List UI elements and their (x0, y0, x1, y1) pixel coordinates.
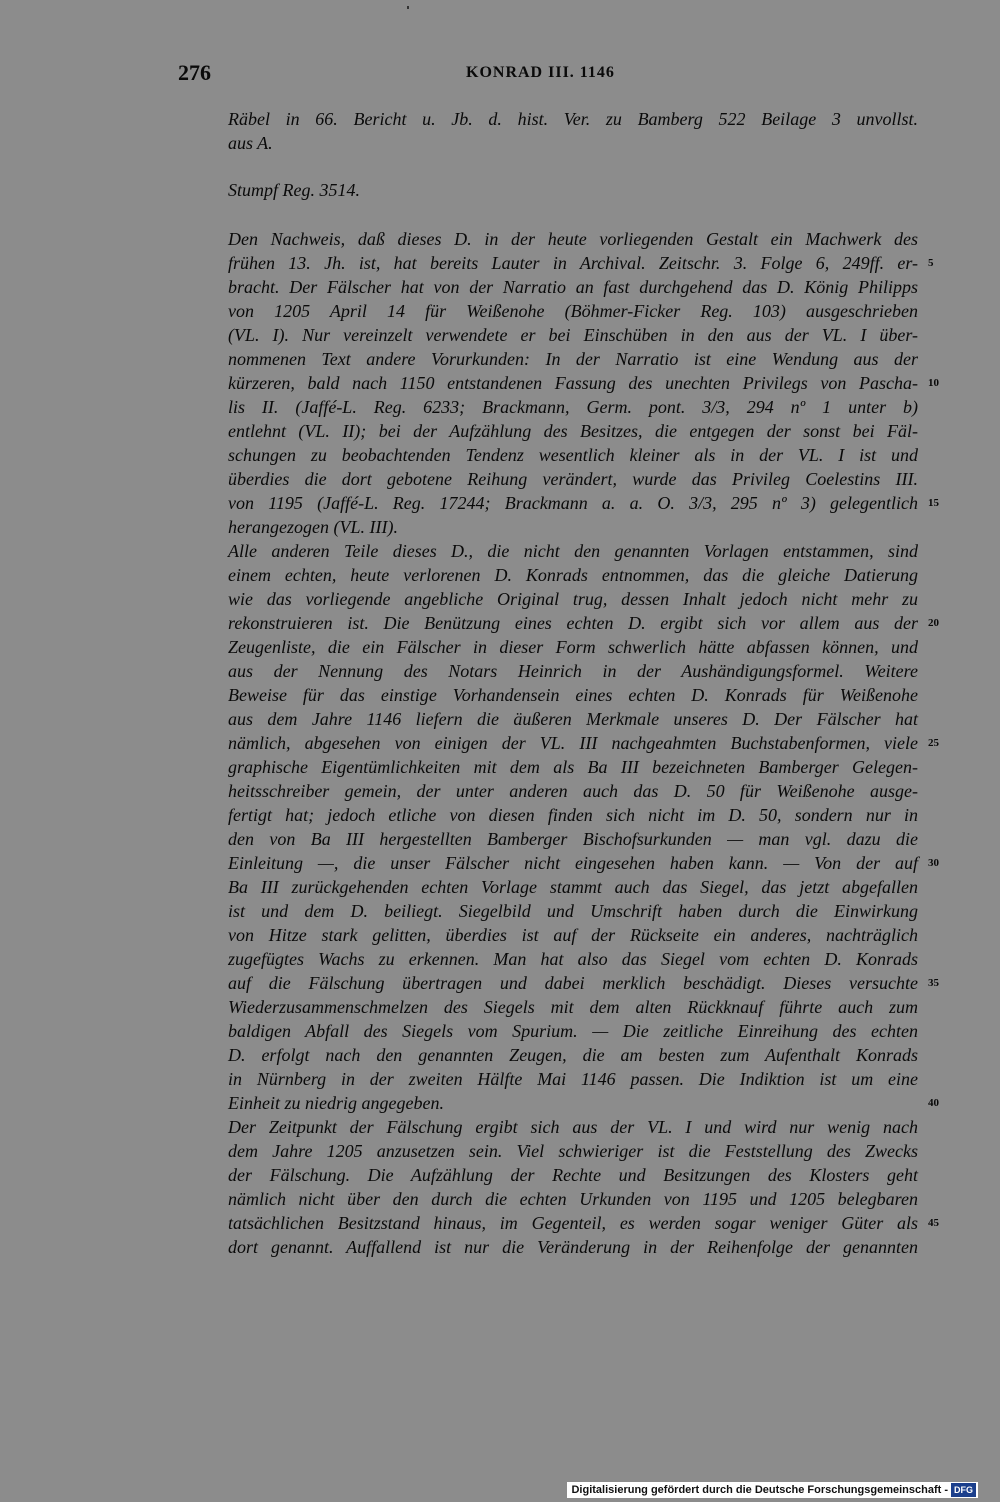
text-line: nämlich nicht über den durch die echten Urkunden von 1195 und 1205 belegbaren (228, 1189, 918, 1209)
text-line: der Fälschung. Die Aufzählung der Rechte und Besitzungen des Klosters geht (228, 1165, 918, 1185)
text-line: aus dem Jahre 1146 liefern die äußeren Merkmale unseres D. Der Fälscher hat (228, 709, 918, 729)
running-title: KONRAD III. 1146 (466, 64, 615, 81)
text-line: graphische Eigentümlichkeiten mit dem als Ba III bezeichneten Bamberger Gelegen- (228, 757, 918, 777)
scan-speck (407, 6, 409, 9)
text-line: Einheit zu niedrig angegeben. (228, 1093, 444, 1113)
text-line: ist und dem D. beiliegt. Siegelbild und Umschrift haben durch die Einwirkung (228, 901, 918, 921)
text-line: von Hitze stark gelitten, überdies ist auf der Rückseite ein anderes, nachträglich (228, 925, 918, 945)
text-line: zugefügtes Wachs zu erkennen. Man hat also das Siegel vom echten D. Konrads (228, 949, 918, 969)
text-line: Ba III zurückgehenden echten Vorlage stammt auch das Siegel, das jetzt abgefallen (228, 877, 918, 897)
text-line: Wiederzusammenschmelzen des Siegels mit dem alten Rückknauf führte auch zum (228, 997, 918, 1017)
dfg-logo: DFG (951, 1483, 976, 1497)
text-line: aus der Nennung des Notars Heinrich in der Aushändigungsformel. Weitere (228, 661, 918, 681)
funding-footer (567, 1482, 978, 1498)
text-line: Einleitung —, die unser Fälscher nicht eingesehen haben kann. — Von der auf (228, 853, 918, 873)
text-line: bracht. Der Fälscher hat von der Narratio an fast durchgehend das D. König Philipps (228, 277, 918, 297)
text-line: Beweise für das einstige Vorhandensein eines echten D. Konrads für Weißenohe (228, 685, 918, 705)
text-line: dem Jahre 1205 anzusetzen sein. Viel schwieriger ist die Feststellung des Zwecks (228, 1141, 918, 1161)
text-line: von 1195 (Jaffé-L. Reg. 17244; Brackmann a. a. O. 3/3, 295 nº 3) gelegentlich (228, 493, 918, 513)
line-number: 25 (928, 737, 939, 749)
text-line: baldigen Abfall des Siegels vom Spurium. — Die zeitliche Einreihung des echten (228, 1021, 918, 1041)
text-line: Räbel in 66. Bericht u. Jb. d. hist. Ver. zu Bamberg 522 Beilage 3 unvollst. (228, 109, 918, 129)
text-line: nommenen Text andere Vorurkunden: In der Narratio ist eine Wendung aus der (228, 349, 918, 369)
text-line: aus A. (228, 133, 273, 153)
text-line: (VL. I). Nur vereinzelt verwendete er bei Einschüben in den aus der VL. I über- (228, 325, 918, 345)
line-number: 35 (928, 977, 939, 989)
text-line: nämlich, abgesehen von einigen der VL. III nachgeahmten Buchstabenformen, viele (228, 733, 918, 753)
text-line: in Nürnberg in der zweiten Hälfte Mai 1146 passen. Die Indiktion ist um eine (228, 1069, 918, 1089)
text-line: frühen 13. Jh. ist, hat bereits Lauter in Archival. Zeitschr. 3. Folge 6, 249ff. er- (228, 253, 918, 273)
text-line: fertigt hat; jedoch etliche von diesen finden sich nicht im D. 50, sondern nur in (228, 805, 918, 825)
text-line: herangezogen (VL. III). (228, 517, 398, 537)
text-line: von 1205 April 14 für Weißenohe (Böhmer-Ficker Reg. 103) ausgeschrieben (228, 301, 918, 321)
text-line: schungen zu beobachtenden Tendenz wesentlich kleiner als in der VL. I ist und (228, 445, 918, 465)
text-line: rekonstruieren ist. Die Benützung eines echten D. ergibt sich vor allem aus der (228, 613, 918, 633)
text-line: lis II. (Jaffé-L. Reg. 6233; Brackmann, Germ. pont. 3/3, 294 nº 1 unter b) (228, 397, 918, 417)
text-line: Alle anderen Teile dieses D., die nicht den genannten Vorlagen entstammen, sind (228, 541, 918, 561)
text-line: D. erfolgt nach den genannten Zeugen, die am besten zum Aufenthalt Konrads (228, 1045, 918, 1065)
text-line: Der Zeitpunkt der Fälschung ergibt sich aus der VL. I und wird nur wenig nach (228, 1117, 918, 1137)
line-number: 45 (928, 1217, 939, 1229)
line-number: 30 (928, 857, 939, 869)
text-line: heitsschreiber gemein, der unter anderen auch das D. 50 für Weißenohe ausge- (228, 781, 918, 801)
text-line: den von Ba III hergestellten Bamberger Bischofsurkunden — man vgl. dazu die (228, 829, 918, 849)
text-line: überdies die dort gebotene Reihung verändert, wurde das Privileg Coelestins III. (228, 469, 918, 489)
text-line: Stumpf Reg. 3514. (228, 180, 360, 200)
page-number: 276 (178, 60, 211, 85)
text-line: Den Nachweis, daß dieses D. in der heute vorliegenden Gestalt ein Machwerk des (228, 229, 918, 249)
line-number: 5 (928, 257, 934, 269)
text-line: Zeugenliste, die ein Fälscher in dieser Form schwerlich hätte abfassen können, und (228, 637, 918, 657)
line-number: 15 (928, 497, 939, 509)
text-line: einem echten, heute verlorenen D. Konrads entnommen, das die gleiche Datierung (228, 565, 918, 585)
text-line: entlehnt (VL. II); bei der Aufzählung des Besitzes, die entgegen der sonst bei Fäl- (228, 421, 918, 441)
line-number: 10 (928, 377, 939, 389)
line-number: 20 (928, 617, 939, 629)
text-line: auf die Fälschung übertragen und dabei merklich beschädigt. Dieses versuchte (228, 973, 918, 993)
text-line: dort genannt. Auffallend ist nur die Veränderung in der Reihenfolge der genannten (228, 1237, 918, 1257)
text-line: kürzeren, bald nach 1150 entstandenen Fassung des unechten Privilegs von Pascha- (228, 373, 918, 393)
text-line: tatsächlichen Besitzstand hinaus, im Gegenteil, es werden sogar weniger Güter als (228, 1213, 918, 1233)
footer-text: Digitalisierung gefördert durch die Deutsche Forschungsgemeinschaft - (571, 1484, 948, 1496)
line-number: 40 (928, 1097, 939, 1109)
text-line: wie das vorliegende angebliche Original trug, dessen Inhalt jedoch nicht mehr zu (228, 589, 918, 609)
